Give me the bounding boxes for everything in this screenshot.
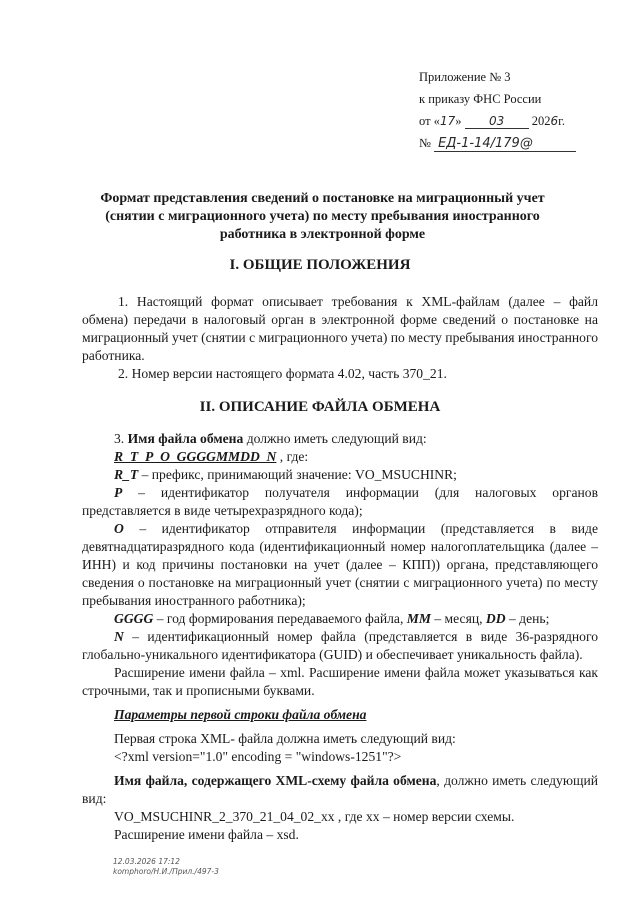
n-definition xyxy=(82,628,598,664)
p3-number: 3. xyxy=(114,431,125,446)
schema-extension: Расширение имени файла – xsd. xyxy=(114,827,299,842)
paragraph-2: 2. Номер версии настоящего формата 4.02, часть 370_21. xyxy=(118,366,447,381)
date-suffix: г. xyxy=(558,114,565,128)
m-desc: – месяц, xyxy=(434,611,483,626)
p-definition xyxy=(82,484,598,520)
n-term: N xyxy=(114,629,124,644)
paragraph-1: 1. Настоящий формат описывает требования к XML-файлам (далее – файл обмена) передачи в налоговый орган в электронной форме сведений о постановке на миграционный учет (снятии с миграционного учета) по месту пребывания иностранного работника. xyxy=(82,294,598,363)
schema-bold-text: Имя файла, содержащего XML-схему файла обмена xyxy=(114,773,437,788)
p-desc: – идентификатор получателя информации (для налоговых органов представляется в виде четырехразрядного кода); xyxy=(82,485,598,518)
p3-rest: должно иметь следующий вид: xyxy=(246,431,427,446)
order-number-handwritten: ЕД-1-14/179@ xyxy=(434,137,576,152)
date-year-prefix: 202 xyxy=(531,114,551,128)
footer-line-1: 12.03.2026 17:12 xyxy=(113,857,180,866)
date-definition xyxy=(114,610,598,628)
file-name-pattern: R_T_P_O_GGGGMMDD_N xyxy=(114,449,277,464)
file-name-pattern-line xyxy=(114,448,598,466)
params-heading: Параметры первой строки файла обмена xyxy=(114,707,367,722)
m-term: MM xyxy=(406,611,431,626)
d-term: DD xyxy=(485,611,506,626)
date-day-handwritten: 17 xyxy=(439,114,456,128)
appendix-line-2: к приказу ФНС России xyxy=(419,92,542,106)
appendix-date-line xyxy=(419,110,619,132)
pattern-rest: , где: xyxy=(279,449,309,464)
date-year-handwritten: 6 xyxy=(550,114,559,128)
rt-desc: – префикс, принимающий значение: VO_MSUCHINR; xyxy=(141,467,457,482)
section-2-heading: II. ОПИСАНИЕ ФАЙЛА ОБМЕНА xyxy=(199,399,441,415)
p3-bold-term: Имя файла обмена xyxy=(127,431,244,446)
date-month-handwritten: 03 xyxy=(465,114,529,129)
section-1-heading: I. ОБЩИЕ ПОЛОЖЕНИЯ xyxy=(229,257,411,273)
first-line-params-heading xyxy=(114,706,598,724)
xml-declaration: <?xml version="1.0" encoding = "windows-1251"?> xyxy=(114,749,402,764)
o-definition xyxy=(82,520,598,610)
g-term: GGGG xyxy=(114,611,154,626)
appendix-line-1: Приложение № 3 xyxy=(419,70,511,84)
d-desc: – день; xyxy=(508,611,550,626)
o-term: O xyxy=(114,521,124,536)
paragraph-3 xyxy=(114,430,598,448)
n-desc: – идентификационный номер файла (представляется в виде 36-разрядного глобально-уникального идентификатора (GUID) и обеспечивает уникальность файла). xyxy=(82,629,598,662)
date-prefix: от « xyxy=(419,114,440,128)
appendix-block xyxy=(419,66,619,154)
date-quote: » xyxy=(455,114,462,128)
number-prefix: № xyxy=(419,136,431,150)
footer-line-2: komphoro/Н.И./Прил./497-3 xyxy=(113,867,219,876)
footer-stamp xyxy=(113,857,219,877)
schema-rest: , должно иметь следующий вид: xyxy=(82,773,599,806)
p-term: P xyxy=(114,485,123,500)
rt-term: R_T xyxy=(114,467,139,482)
g-desc: – год формирования передаваемого файла, xyxy=(156,611,404,626)
document-title: Формат представления сведений о постановке на миграционный учет (снятии с миграционного учета) по месту пребывания иностранного работника в электронной форме xyxy=(100,191,545,242)
xml-extension-text: Расширение имени файла – xml. Расширение имени файла может указываться как строчными, так и прописными буквами. xyxy=(82,665,598,698)
o-desc: – идентификатор отправителя информации (представляется в виде девятнадцатиразрядного кода (идентификационный номер налогоплательщика (далее – ИНН) и код причины постановки на учет (далее – КПП)) органа, представляющего сведения о постановке на миграционный учет (снятии с миграционного учета) по месту пребывания иностранного работника); xyxy=(82,521,598,608)
schema-name-paragraph xyxy=(82,772,598,808)
section-2-body xyxy=(82,430,599,844)
section-1-body xyxy=(82,293,598,383)
rt-definition xyxy=(114,466,598,484)
first-line-text: Первая строка XML- файла должна иметь следующий вид: xyxy=(114,731,456,746)
schema-name: VO_MSUCHINR_2_370_21_04_02_xx , где хх – номер версии схемы. xyxy=(114,809,515,824)
appendix-number-line xyxy=(419,132,619,154)
